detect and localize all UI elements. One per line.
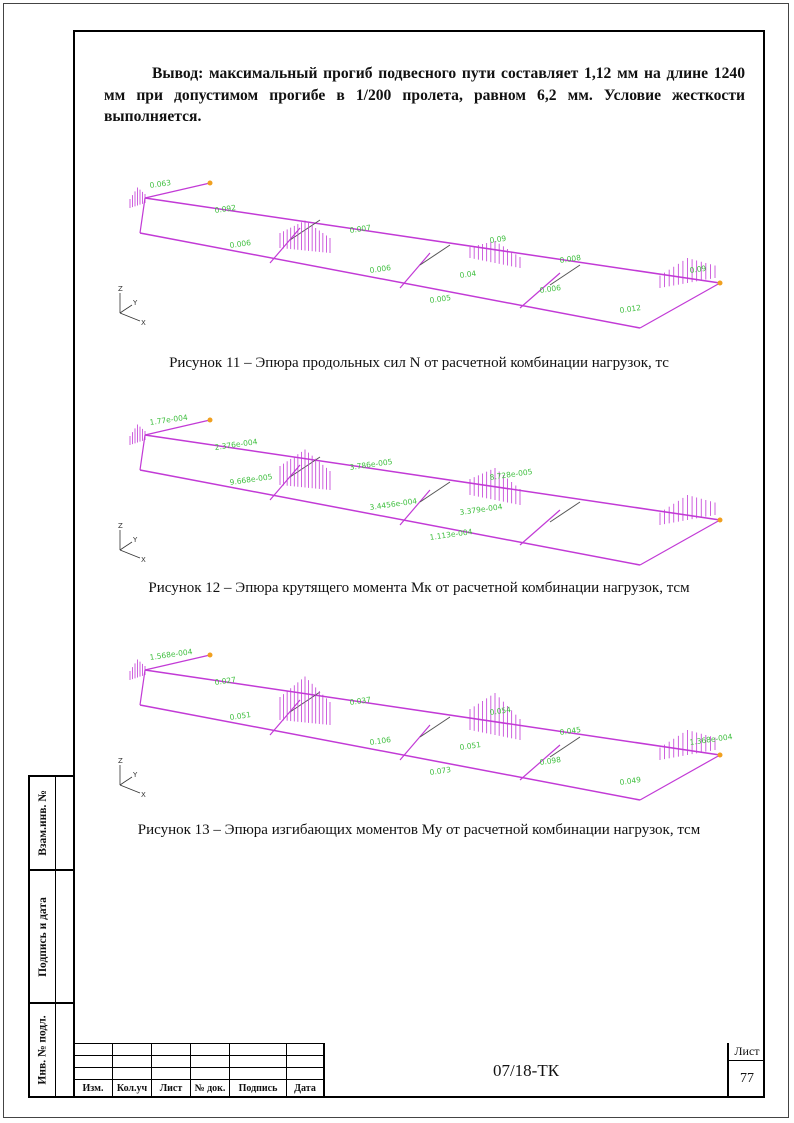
hdr-kol: Кол.уч (113, 1080, 152, 1098)
node-marker (208, 181, 213, 186)
cross-member-1 (400, 253, 430, 288)
axis-label-y: Y (133, 299, 138, 307)
sheet-number: 77 (740, 1071, 754, 1086)
value-label: 0.051 (459, 740, 482, 752)
value-label: 0.006 (229, 238, 252, 250)
beam-end-right (640, 283, 720, 328)
node-marker (718, 753, 723, 758)
value-label: 0.045 (559, 725, 582, 737)
side-stamp-podpis (28, 871, 73, 1004)
figure-11-caption: Рисунок 11 – Эпюра продольных сил N от расчетной комбинации нагрузок, тс (169, 355, 669, 371)
figure-13-diagram (100, 620, 750, 815)
value-label: 0.049 (619, 775, 642, 787)
value-label: 0.063 (149, 178, 172, 190)
value-label: 3.379e-004 (459, 502, 503, 517)
axis-label-z: Z (118, 522, 123, 530)
conclusion-text: Вывод: максимальный прогиб подвесного пути составляет 1,12 мм на длине 1240 мм при допустимом прогибе в 1/200 пролета, равном 6,2 мм. Условие жесткости выполняется. (104, 65, 745, 125)
axis-y (120, 305, 132, 313)
figure-12-caption: Рисунок 12 – Эпюра крутящего момента Мк от расчетной комбинации нагрузок, тсм (148, 580, 690, 596)
beam-end-right (640, 755, 720, 800)
axis-x (120, 785, 140, 793)
value-label: 0.098 (539, 755, 562, 767)
hdr-doc: № док. (191, 1080, 230, 1098)
figure-11 (100, 143, 750, 348)
value-label: 2.376e-004 (214, 437, 258, 452)
value-label: 0.006 (369, 263, 392, 275)
figure-12-diagram (100, 390, 750, 570)
beam-end-right (640, 520, 720, 565)
axis-y (120, 777, 132, 785)
axis-x (120, 550, 140, 558)
value-label: 0.005 (429, 293, 452, 305)
axis-label-y: Y (133, 536, 138, 544)
figure-13 (100, 620, 750, 815)
side-stamp-vzam (28, 775, 73, 871)
value-label: 9.668e-005 (229, 472, 273, 487)
value-label: 1.568e-004 (149, 647, 193, 662)
value-label: 0.09 (489, 233, 507, 245)
hdr-data: Дата (287, 1080, 324, 1098)
support-line-1 (420, 245, 450, 265)
axis-label-z: Z (118, 285, 123, 293)
value-label: 0.09 (689, 263, 707, 275)
document-code: 07/18-ТК (323, 1043, 727, 1098)
cross-member-1 (400, 725, 430, 760)
side-label-inv: Инв. № подл. (36, 1015, 49, 1085)
value-label: 0.012 (619, 303, 642, 315)
sheet-box (727, 1043, 765, 1098)
axis-y (120, 542, 132, 550)
figure-11-diagram (100, 143, 750, 348)
value-label: 3.786e-005 (349, 457, 393, 472)
support-line-2 (550, 265, 580, 285)
support-line-1 (420, 482, 450, 502)
value-label: 0.007 (349, 223, 372, 235)
cross-member-0 (270, 465, 300, 500)
value-label: 0.051 (229, 710, 252, 722)
value-label: 0.027 (214, 675, 237, 687)
value-label: 1.368e-004 (689, 732, 733, 747)
beam-front (140, 470, 640, 565)
value-label: 0.054 (489, 705, 512, 717)
support-line-1 (420, 717, 450, 737)
value-label: 0.006 (539, 283, 562, 295)
axis-label-z: Z (118, 757, 123, 765)
side-label-podpis: Подпись и дата (36, 896, 49, 977)
node-marker (718, 518, 723, 523)
support-line-2 (550, 502, 580, 522)
value-label: 3.4456e-004 (369, 496, 418, 512)
beam-front (140, 233, 640, 328)
value-label: 0.037 (349, 695, 372, 707)
value-label: 0.073 (429, 765, 452, 777)
support-line-2 (550, 737, 580, 757)
hdr-podpis: Подпись (230, 1080, 287, 1098)
axis-label-x: X (141, 319, 146, 327)
value-label: 0.106 (369, 735, 392, 747)
hdr-list: Лист (152, 1080, 191, 1098)
node-marker (208, 418, 213, 423)
node-marker (718, 281, 723, 286)
figure-12 (100, 390, 750, 570)
title-block (73, 1043, 765, 1098)
cross-member-2 (520, 510, 560, 545)
side-stamp-inv (28, 1004, 73, 1098)
axis-label-x: X (141, 556, 146, 564)
sheet-label: Лист (729, 1043, 765, 1061)
value-label: 1.113e-004 (429, 527, 473, 542)
value-label: 0.008 (559, 253, 582, 265)
value-label: 0.092 (214, 203, 237, 215)
node-marker (208, 653, 213, 658)
cross-member-1 (400, 490, 430, 525)
cross-member-0 (270, 228, 300, 263)
figure-13-caption: Рисунок 13 – Эпюра изгибающих моментов Му от расчетной комбинации нагрузок, тсм (137, 822, 701, 838)
axis-x (120, 313, 140, 321)
value-label: 0.04 (459, 268, 477, 280)
revision-table (73, 1043, 324, 1098)
hdr-izm: Изм. (74, 1080, 113, 1098)
beam-front (140, 705, 640, 800)
value-label: 8.728e-005 (489, 467, 533, 482)
axis-label-x: X (141, 791, 146, 799)
cross-member-0 (270, 700, 300, 735)
side-label-vzam: Взам.инв. № (36, 790, 49, 856)
axis-label-y: Y (133, 771, 138, 779)
value-label: 1.77e-004 (149, 412, 189, 427)
